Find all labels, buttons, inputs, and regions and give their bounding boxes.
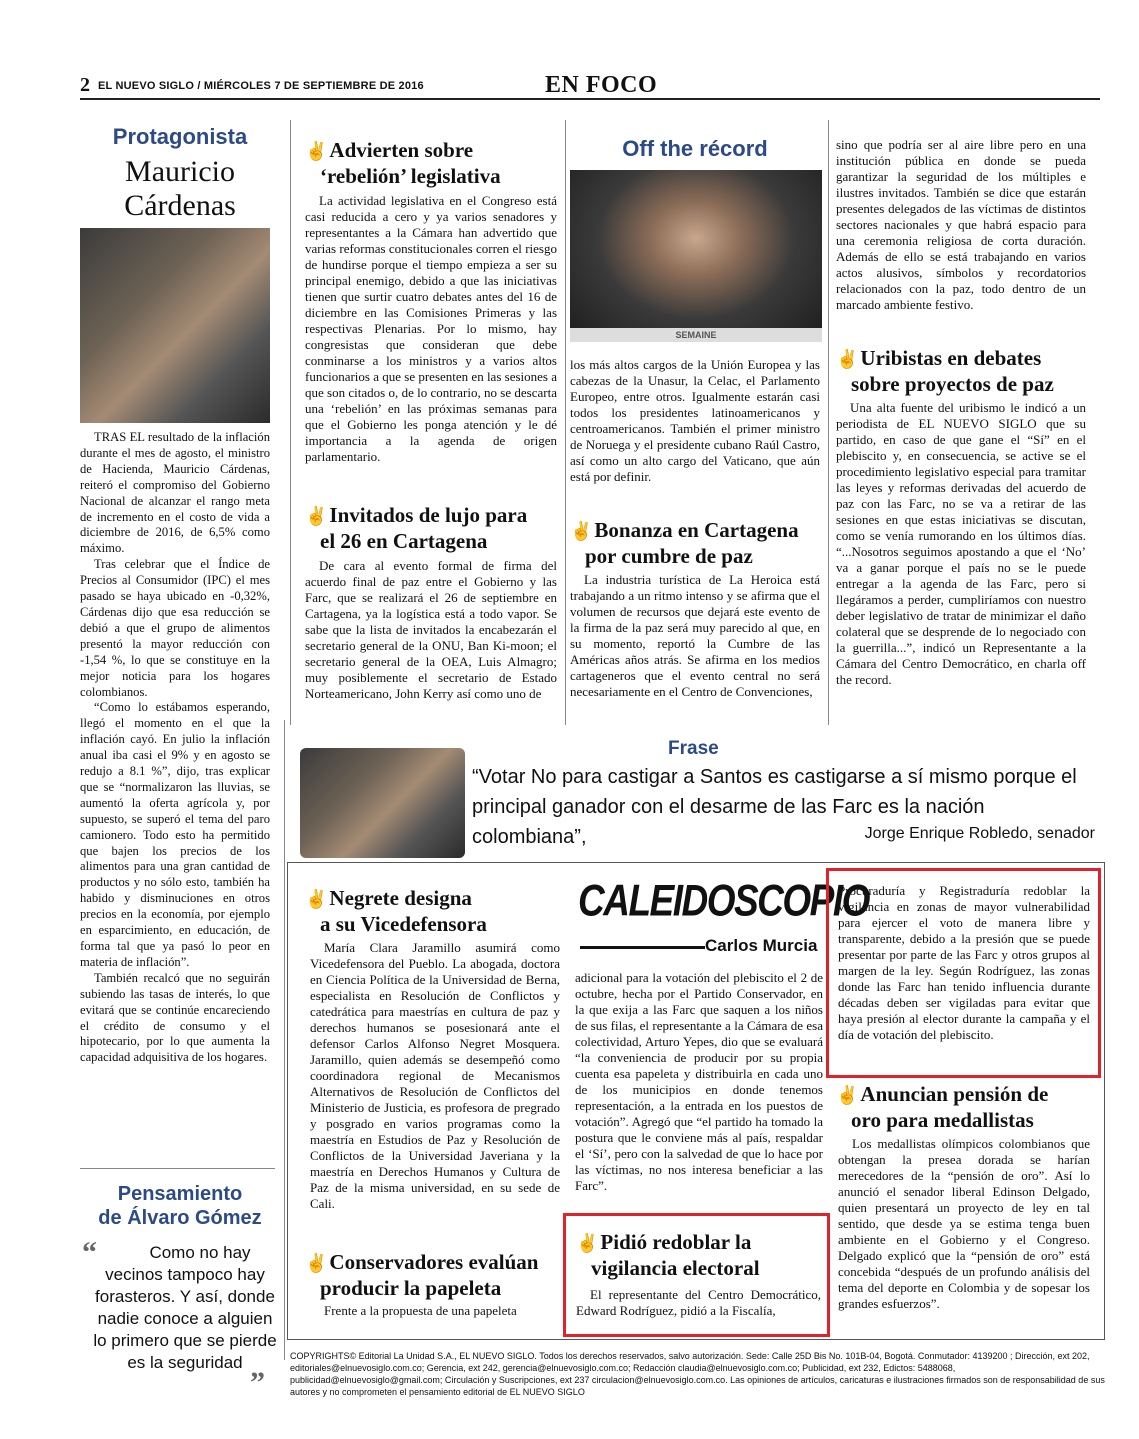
peace-hand-icon: ✌ bbox=[305, 1253, 328, 1273]
page-header bbox=[80, 72, 1100, 100]
headline-uribistas: ✌Uribistas en debates sobre proyectos de paz bbox=[836, 346, 1054, 396]
frase-label: Frase bbox=[668, 738, 719, 759]
caleidoscopio-rule bbox=[580, 946, 705, 949]
headline-pidio: ✌Pidió redoblar la vigilancia electoral bbox=[576, 1230, 760, 1280]
caleidoscopio-author: Carlos Murcia bbox=[705, 936, 818, 955]
peace-hand-icon: ✌ bbox=[305, 141, 328, 161]
cardenas-photo bbox=[80, 228, 270, 423]
uribistas-body: Una alta fuente del uribismo le indicó a un periodista de EL NUEVO SIGLO que su partido, en caso de que gane el “Sí” en el plebiscito y, en consecuencia, se active se el procedimiento legislativo especial para tramitar las leyes y reformas derivadas del acuerdo de paz con las Farc, no se va a retirar de las sesiones en que estas iniciativas se discutan, como se venía rumorando en los últimos días. “...Nosotros seguimos apostando a que el ‘No’ va a ganar porque el país no se le puede entregar a la agenda de las Farc, pero si llegáramos a perder, cumpliríamos con nuestro deber legislativo de tratar de minimizar el daño colateral que se desprende de lo negociado con la guerrilla...”, indicó un Representante a la Cámara del Centro Democrático, en charla off the record. bbox=[836, 400, 1086, 687]
peace-hand-icon: ✌ bbox=[836, 349, 859, 369]
close-quote-icon: ” bbox=[250, 1366, 265, 1399]
redbox-right-body: Procuraduría y Registraduría redoblar la vigilancia en zonas de mayor vulnerabilidad para ejercer el voto de manera libre y transparente, debido a la presión que se puede presentar por parte de las Farc y otros grupos al margen de la ley. Según Rodríguez, las zonas donde las Farc han tenido influencia durante décadas deben ser vigiladas para evitar que haya presión al elector durante la campaña y el día de votación del plebiscito. bbox=[838, 883, 1090, 1042]
divider bbox=[80, 1168, 275, 1169]
peace-hand-icon: ✌ bbox=[305, 506, 328, 526]
open-quote-icon: “ bbox=[82, 1236, 97, 1269]
headline-negrete: ✌Negrete designa a su Vicedefensora bbox=[305, 886, 487, 936]
masthead-date: EL NUEVO SIGLO / MIÉRCOLES 7 DE SEPTIEMBRE DE 2016 bbox=[98, 80, 424, 92]
rebelion-body: La actividad legislativa en el Congreso está casi reducida a cero y ya varios senadores y representantes a la Cámara han advertido que varias reformas constitucionales corren el riesgo de hundirse porque el tiempo empieza a ser su principal enemigo, debido a que las iniciativas tienen que surtir cuatro debates antes del 16 de diciembre en las Comisiones Primeras y las respectivas Plenarias. Por lo mismo, hay congresistas que consideran que debe conminarse a los ministros y a varios altos funcionarios a que se presenten en las sesiones a que son citados o, de lo contrario, no se descarta una ‘rebelión’ en las próximas semanas para que el Gobierno les ponga atención y le dé importancia a la agenda de origen parlamentario. bbox=[305, 193, 557, 464]
column-rule bbox=[565, 120, 566, 725]
robledo-photo bbox=[300, 748, 465, 858]
headline-invitados: ✌Invitados de lujo para el 26 en Cartagena bbox=[305, 503, 528, 553]
pension-body: Los medallistas olímpicos colombianos que obtengan la presea dorada se harían merecedores de la “pensión de oro”. Así lo anunció el senador liberal Edinson Delgado, quien presentará un proyecto de ley en tal sentido, que desde ya se estima tenga buen ambiente en el Gobierno y el Congreso. Delgado explicó que la “pensión de oro” está concebida “después de un profundo análisis del tema del deporte en Colombia y de sopesar los grandes esfuerzos”. bbox=[838, 1136, 1090, 1311]
conservadores-body: Frente a la propuesta de una papeleta bbox=[324, 1303, 517, 1318]
headline-conservadores: ✌Conservadores evalúan producir la papeleta bbox=[305, 1250, 539, 1300]
bonanza-body: La industria turística de La Heroica está trabajando a un ritmo intenso y se afirma que el volumen de recursos que dejará este evento de la firma de la paz será muy parecido al que, en su momento, reportó la Cumbre de las Américas años atrás. Se afirma en los medios cartageneros que el evento central no será necesariamente en el Centro de Convenciones, bbox=[570, 572, 820, 699]
invitados-body: De cara al evento formal de firma del acuerdo final de paz entre el Gobierno y las Farc, que se realizará el 26 de septiembre en Cartagena, ya la logística está a todo vapor. Se sabe que la lista de invitados la encabezarán el secretario general de la ONU, Ban Ki-moon; el secretario general de la OEA, Luis Almagro; muy posiblemente el secretario de Estado Norteamericano, John Kerry así como uno de bbox=[305, 558, 557, 701]
off-record-title: Off the récord bbox=[622, 136, 768, 161]
caleidoscopio-title: CALEIDOSCOPIO bbox=[578, 875, 869, 925]
frase-author: Jorge Enrique Robledo, senador bbox=[864, 825, 1095, 842]
caleidoscopio-body: adicional para la votación del plebiscito el 2 de octubre, hecha por el Partido Conservador, en la que exija a las Farc que saquen a los niños de sus filas, el representante a la Cámara de esa colectividad, Arturo Yepes, dio que se evaluará “la conveniencia de producir por su propia cuenta esa papeleta y distribuirla en cada uno de los municipios en donde tenemos representación, a la entrada en los puestos de votación”. Agregó que “el partido ha tomado la postura que le conviene más al país, respaldar el ‘Sí’, pero con la salvedad de que lo hace por las víctimas, no nos interesa beneficiar a las Farc”. bbox=[575, 970, 823, 1193]
protagonista-name: Mauricio Cárdenas bbox=[124, 155, 236, 222]
headline-pension: ✌Anuncian pensión de oro para medallistas bbox=[836, 1082, 1049, 1132]
column-rule bbox=[284, 720, 285, 1360]
column-rule bbox=[290, 120, 291, 725]
pidio-body: El representante del Centro Democrático, Edward Rodríguez, pidió a la Fiscalía, bbox=[576, 1287, 821, 1318]
protagonista-kicker: Protagonista bbox=[112, 124, 248, 149]
frase-quote: “Votar No para castigar a Santos es castigarse a sí mismo porque el principal ganador con el desarme de las Farc es la nación colombiana”, bbox=[472, 766, 1077, 848]
headline-rebelion: ✌Advierten sobre ‘rebelión’ legislativa bbox=[305, 138, 501, 188]
peace-hand-icon: ✌ bbox=[570, 521, 593, 541]
negrete-body: María Clara Jaramillo asumirá como Vicedefensora del Pueblo. La abogada, doctora en Ciencia Política de la Universidad de Berna, especialista en Resolución de Conflictos y catedrática para maestrías en cultura de paz y derechos humanos se posesionará ante el defensor Carlos Alfonso Negret Mosquera. Jaramillo, quien además se desempeñó como coordinadora regional de Mecanismos Alternativos de Resolución de Conflictos del Ministerio de Justicia, es profesora de pregrado y posgrado en varios programas como la maestría en Estudios de Paz y Resolución de Conflictos de la Universidad Javeriana y la maestría en Derechos Humanos y Cultura de Paz de la misma universidad, en su sede de Cali. bbox=[310, 940, 560, 1211]
pensamiento-quote: Como no hay vecinos tampoco hay forasteros. Y así, donde nadie conoce a alguien lo primero que se pierde es la seguridad bbox=[93, 1243, 277, 1372]
peace-hand-icon: ✌ bbox=[305, 889, 328, 909]
ban-ki-moon-photo bbox=[570, 170, 822, 342]
section-title: EN FOCO bbox=[545, 72, 658, 98]
peace-hand-icon: ✌ bbox=[576, 1233, 599, 1253]
pensamiento-title: Pensamiento de Álvaro Gómez bbox=[98, 1183, 262, 1229]
protagonista-body: TRAS EL resultado de la inflación durante el mes de agosto, el ministro de Hacienda, Mauricio Cárdenas, reiteró el compromiso del Gobierno Nacional de alcanzar el rango meta de incremento en el costo de vida a diciembre de 2016, de 6,5% como máximo. Tras celebrar que el Índice de Precios al Consumidor (IPC) el mes pasado se haya ubicado en -0,32%, Cárdenas dijo que esa reducción se debió a que el grupo de alimentos presentó la mayor reducción con -1,54 %, lo que se constituye en la mejor noticia para los hogares colombianos. “Como lo estábamos esperando, llegó el momento en el que la inflación cayó. En julio la inflación anual iba casi el 9% y en agosto se redujo a 8.1 %”, dijo, tras explicar que se “normalizaron las lluvias, se aumentó la oferta agrícola y, por supuesto, se superó el tema del paro camionero. Todo esto ha permitido que bajen los precios de los alimentos para una gran cantidad de productos y no sólo esto, también ha habido y disminuciones en otros precios en la economía, por ejemplo en esparcimiento, en educación, de forma tal que ya pasó lo peor en materia de inflación”. También recalcó que no seguirán subiendo las tasas de interés, lo que evitará que se continúe encareciendo el crédito de consumo y el hipotecario, por lo que aumenta la capacidad adquisitiva de los hogares. bbox=[80, 430, 270, 1065]
copyright-notice: COPYRIGHTS© Editorial La Unidad S.A., EL NUEVO SIGLO. Todos los derechos reservados, salvo autorización. Sede: Calle 25D Bis No. 101B-04, Bogotá. Conmutador: 4139200 ; Dirección, ext 202, editoriales@elnuevosiglo.com.co; Gerencia, ext 242, gerencia@elnuevosiglo.com.co; Redacción claudia@elnuevosiglo.com.co; Publicidad, ext 232, Edictos: 5488068, publicidad@elnuevosiglo@gmail.com; Circulación y Suscripciones, ext 237 circulacion@elnuevosiglo.com.co. Las opiniones de artículos, caricaturas e ilustraciones firmados son de responsabilidad de sus autores y no comprometen el pensamiento editorial de EL NUEVO SIGLO bbox=[290, 1351, 1105, 1397]
page-number: 2 bbox=[80, 74, 90, 96]
photo-caption: SEMAINE bbox=[570, 328, 822, 342]
off-record-body: los más altos cargos de la Unión Europea y las cabezas de la Unasur, la Celac, el Parlamento Europeo, entre otros. Igualmente estarán casi todos los presidentes latinoamericanos y centroamericanos. También el primer ministro de Noruega y el presidente cubano Raúl Castro, así como un alto cargo del Vaticano, que aún está por definir. bbox=[570, 357, 820, 484]
headline-bonanza: ✌Bonanza en Cartagena por cumbre de paz bbox=[570, 518, 799, 568]
peace-hand-icon: ✌ bbox=[836, 1085, 859, 1105]
col4-top-body: sino que podría ser al aire libre pero en una institución pública en donde se pueda garantizar la seguridad de los múltiples e ilustres invitados. También se dice que estarán presentes delegados de las víctimas de distintos sectores nacionales y que habrá espacio para una ceremonia religiosa de corta duración. Además de ello se está trabajando en varios actos alusivos, símbolos y recordatorios relacionados con la paz, todo dentro de un marcado ambiente festivo. bbox=[836, 137, 1086, 312]
column-rule bbox=[828, 120, 829, 725]
